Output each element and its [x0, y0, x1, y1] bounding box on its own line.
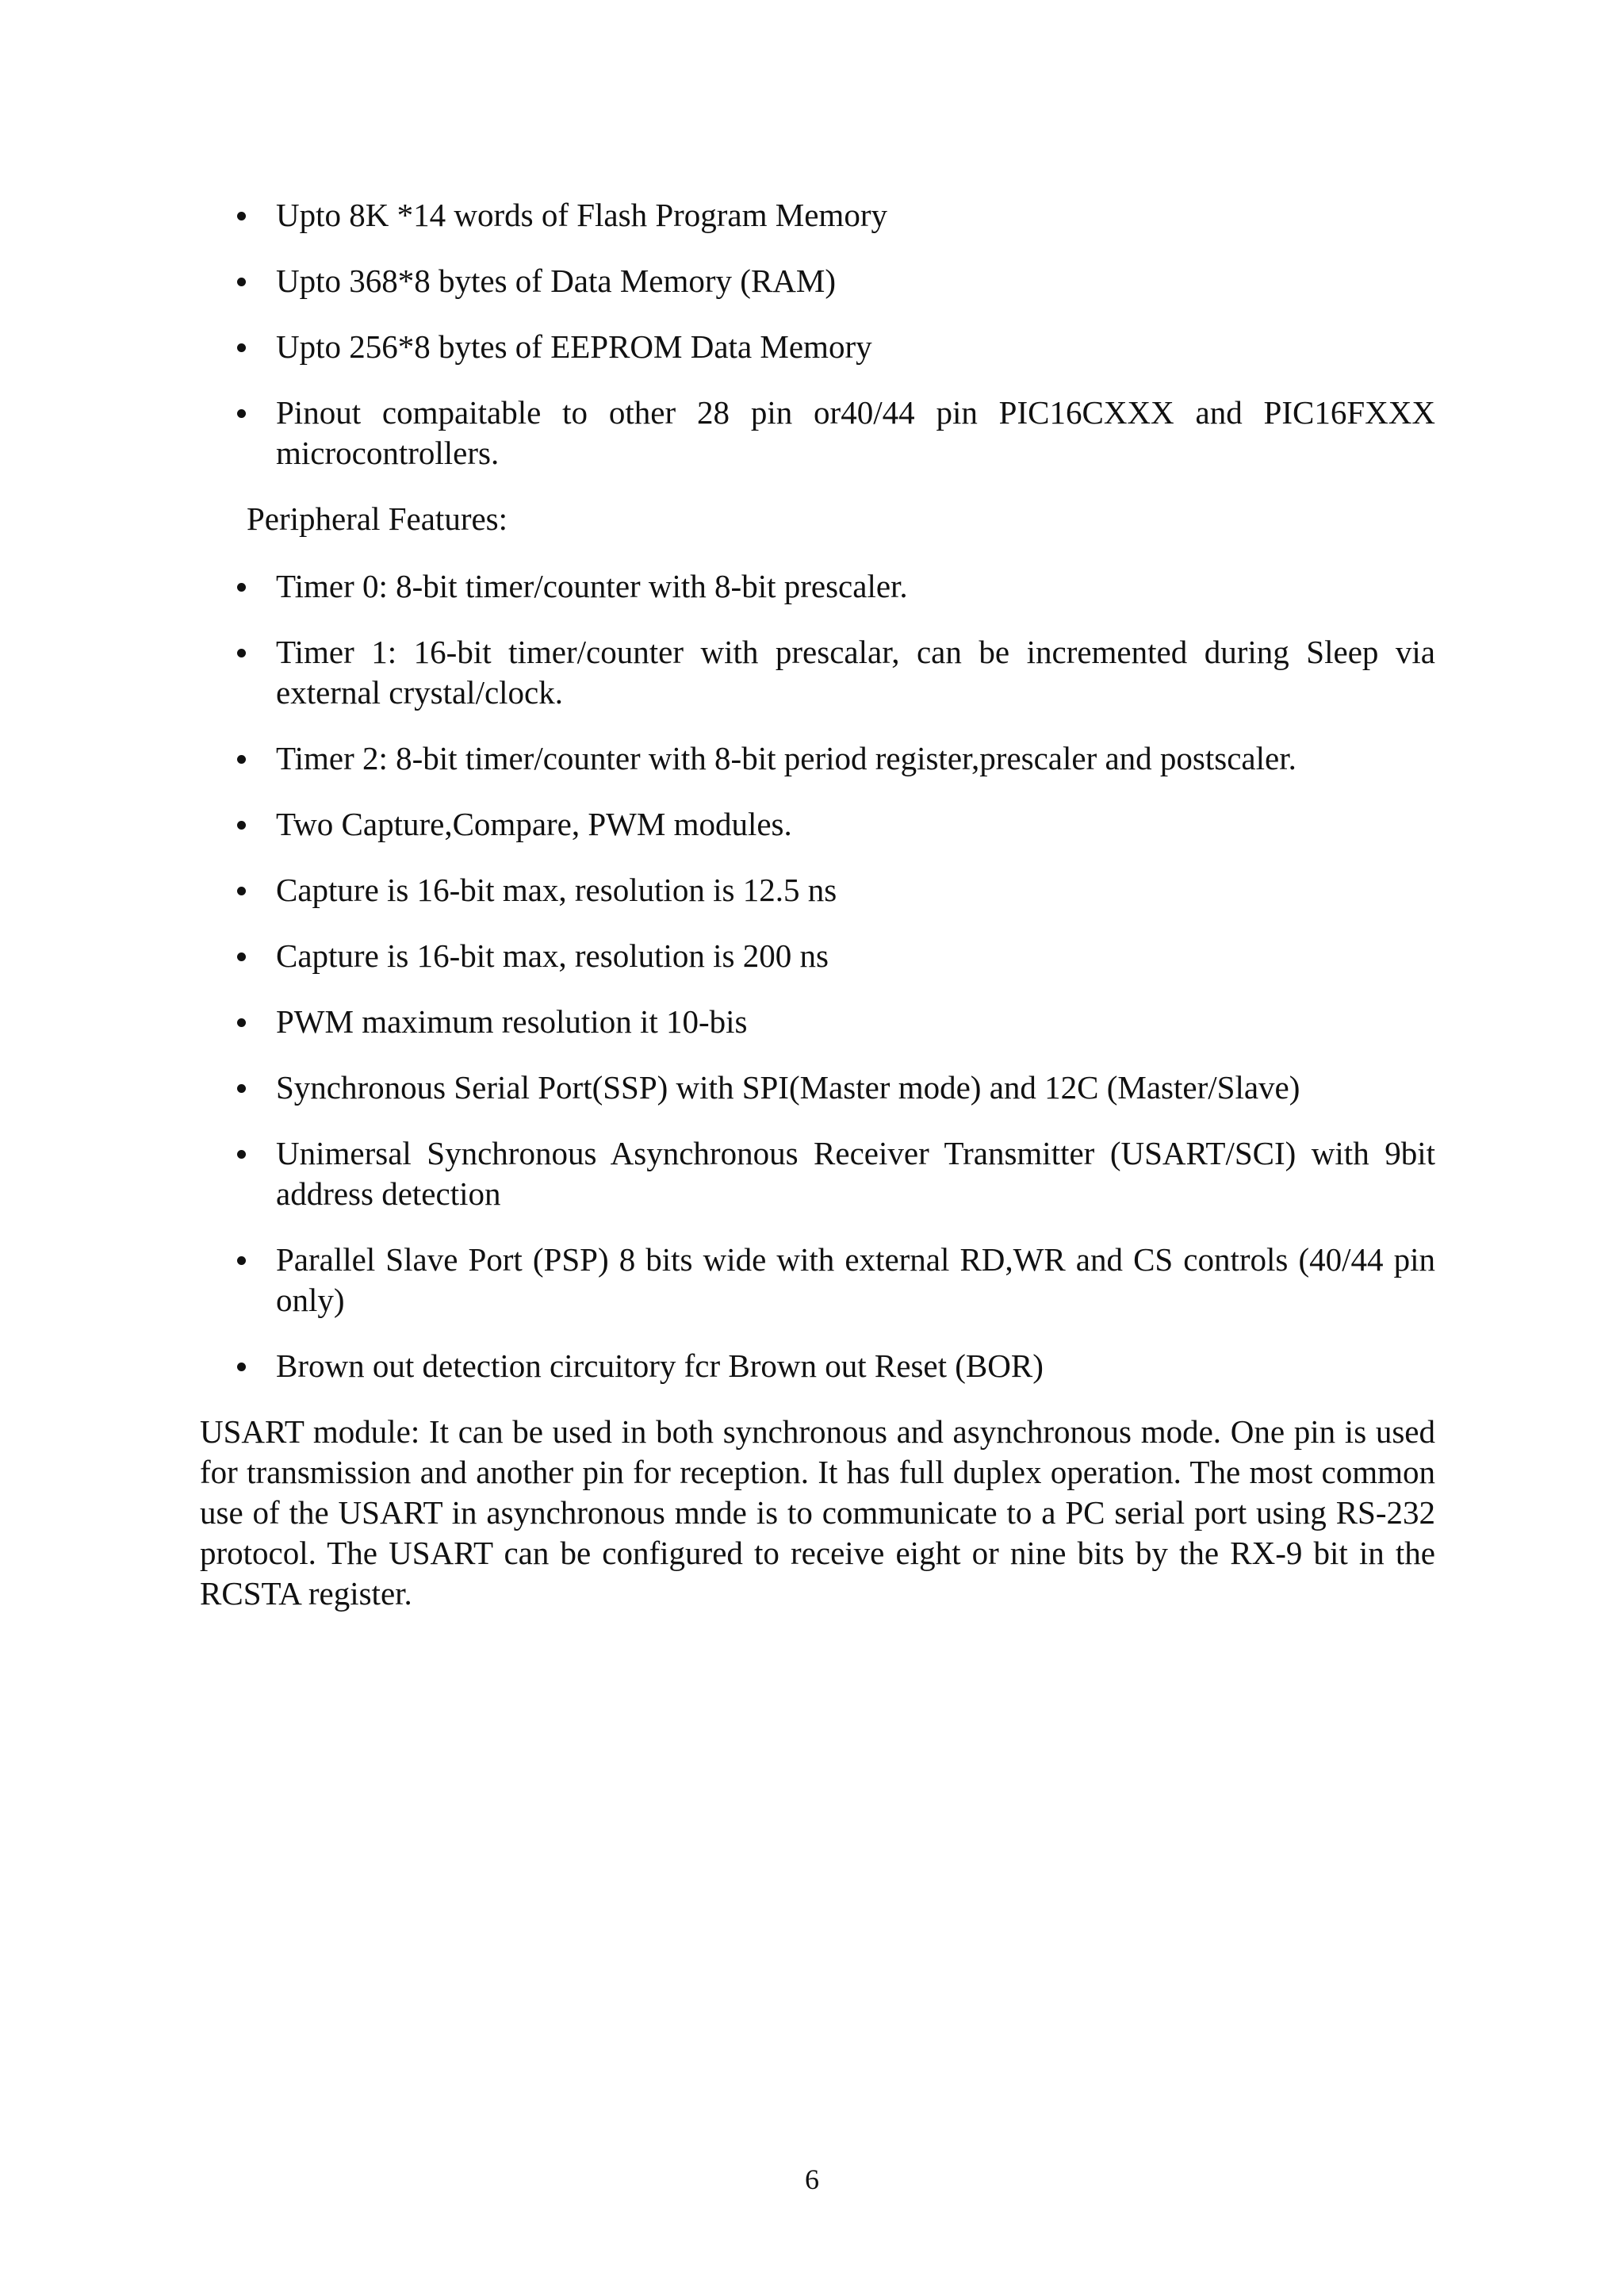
peripheral-features-heading: Peripheral Features:	[247, 500, 508, 537]
list-item: Upto 368*8 bytes of Data Memory (RAM)	[200, 261, 1435, 301]
list-item: Parallel Slave Port (PSP) 8 bits wide with external RD,WR and CS controls (40/44 pin only)	[200, 1240, 1435, 1320]
list-item: Synchronous Serial Port(SSP) with SPI(Master mode) and 12C (Master/Slave)	[200, 1068, 1435, 1108]
list-item: Unimersal Synchronous Asynchronous Receiver Transmitter (USART/SCI) with 9bit address detection	[200, 1133, 1435, 1214]
memory-feature-list	[200, 195, 1435, 473]
list-item: Upto 8K *14 words of Flash Program Memory	[200, 195, 1435, 236]
list-item: Timer 2: 8-bit timer/counter with 8-bit period register,prescaler and postscaler.	[200, 738, 1435, 779]
list-item: Timer 0: 8-bit timer/counter with 8-bit prescaler.	[200, 566, 1435, 607]
list-item: Upto 256*8 bytes of EEPROM Data Memory	[200, 327, 1435, 367]
list-item: Timer 1: 16-bit timer/counter with prescalar, can be incremented during Sleep via external crystal/clock.	[200, 632, 1435, 713]
usart-paragraph: USART module: It can be used in both synchronous and asynchronous mode. One pin is used for transmission and another pin for reception. It has full duplex operation. The most common use of the USART in asynchronous mnde is to communicate to a PC serial port using RS-232 protocol. The USART can be configured to receive eight or nine bits by the RX-9 bit in the RCSTA register.	[200, 1413, 1435, 1612]
list-item: Two Capture,Compare, PWM modules.	[200, 804, 1435, 845]
list-item: Brown out detection circuitory fcr Brown out Reset (BOR)	[200, 1346, 1435, 1386]
list-item: PWM maximum resolution it 10-bis	[200, 1002, 1435, 1042]
list-item: Capture is 16-bit max, resolution is 200 ns	[200, 936, 1435, 976]
page-content	[200, 195, 1435, 1646]
list-item: Pinout compaitable to other 28 pin or40/44 pin PIC16CXXX and PIC16FXXX microcontrollers.	[200, 393, 1435, 473]
list-item: Capture is 16-bit max, resolution is 12.5 ns	[200, 870, 1435, 910]
page-number: 6	[805, 2164, 819, 2195]
peripheral-feature-list	[200, 566, 1435, 1386]
